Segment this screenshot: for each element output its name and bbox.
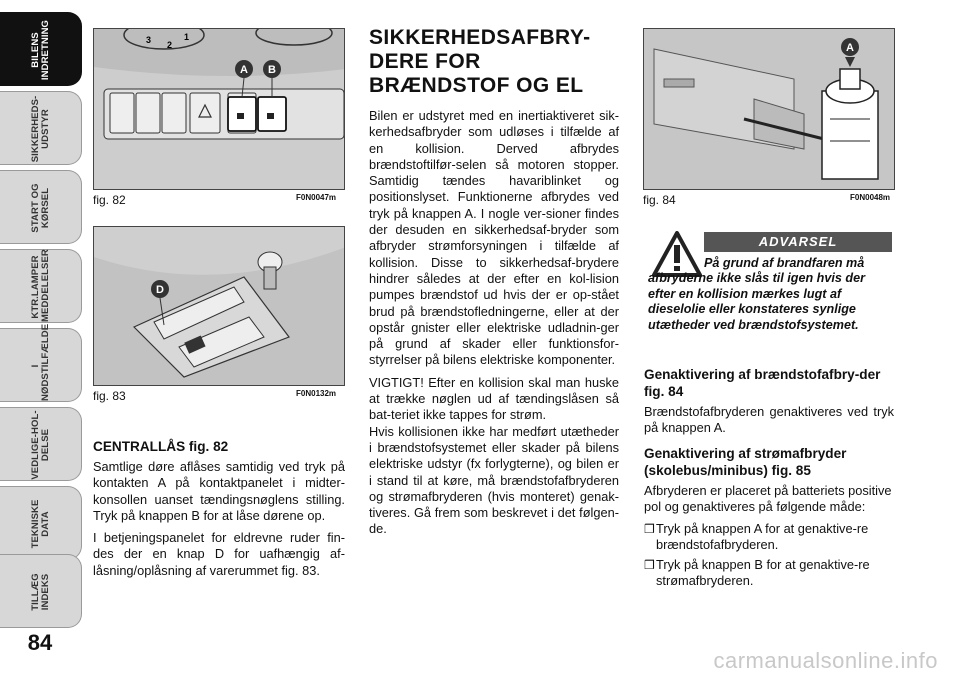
fig-82-code: F0N0047m xyxy=(296,193,337,202)
genakt-fuel-text: Brændstofafbryderen genaktiveres ved tryk på knappen A. xyxy=(644,404,894,436)
fig-82-caption: fig. 82 xyxy=(93,193,126,207)
tab-i-nodstilfaelde[interactable]: I NØDSTILFÆLDE xyxy=(0,328,82,402)
genakt-power-text: Afbryderen er placeret på batteriets positive pol og genaktiveres på følgende måde: xyxy=(644,482,892,514)
page-number: 84 xyxy=(27,630,53,655)
safety-heading: SIKKERHEDSAFBRY-DERE FOR BRÆNDSTOF OG EL xyxy=(369,26,591,97)
callout-a: A xyxy=(240,64,248,76)
fig-83-caption: fig. 83 xyxy=(93,389,126,403)
warning-title: ADVARSEL xyxy=(704,232,892,252)
fig-84-code: F0N0048m xyxy=(850,193,891,202)
tab-sikkerhedsudstyr[interactable]: SIKKERHEDS- UDSTYR xyxy=(0,91,82,165)
list-item: ❒ Tryk på knappen A for at genaktive-re brændstofafbryderen. xyxy=(644,521,869,553)
figure-83 xyxy=(93,226,345,386)
chapter-tabs xyxy=(0,0,82,640)
tab-start-og-korsel[interactable]: START OG KØRSEL xyxy=(0,170,82,244)
centrallaas-heading: CENTRALLÅS fig. 82 xyxy=(93,439,229,454)
safety-section xyxy=(369,26,619,544)
dial-label-3: 3 xyxy=(146,35,152,45)
centrallaas-paragraph-2: I betjeningspanelet for eldrevne ruder fin-des der en knap D for uafhængig af-låsning/oplåsning af varerummet fig. 83. xyxy=(93,530,345,578)
callout-d: D xyxy=(156,284,164,296)
tab-vedligeholdelse[interactable]: VEDLIGE-HOL- DELSE xyxy=(0,407,82,481)
genakt-power-heading: Genaktivering af strømafbryder (skolebus/minibus) fig. 85 xyxy=(644,445,847,478)
dial-label-1: 1 xyxy=(184,32,190,42)
checkbox-bullet-icon: ❒ xyxy=(644,557,655,572)
watermark: carmanualsonline.info xyxy=(713,648,938,673)
tab-tillaeg-indeks[interactable]: TILLÆG INDEKS xyxy=(0,554,82,628)
centrallaas-section xyxy=(93,430,345,585)
figure-82 xyxy=(93,28,345,190)
door-panel-illustration xyxy=(94,227,345,386)
tab-tekniske-data[interactable]: TEKNISKE DATA xyxy=(0,486,82,560)
tab-ktr-lamper[interactable]: KTR.LAMPER MEDDELELSER xyxy=(0,249,82,323)
fig-83-code: F0N0132m xyxy=(296,389,337,398)
fig-84-caption: fig. 84 xyxy=(643,193,676,207)
checkbox-bullet-icon: ❒ xyxy=(644,522,655,537)
centrallaas-paragraph-1: Samtlige døre aflåses samtidig ved tryk på kontakten A på kontaktpanelet i midter-konsollen uanset tændingsnøglens stilling. Tryk på knappen B for at låse dørene op. xyxy=(93,459,345,523)
dial-label-2: 2 xyxy=(167,40,173,50)
callout-b: B xyxy=(268,64,276,76)
fuel-cutoff-switch-illustration xyxy=(644,29,895,190)
safety-paragraph-3: Hvis kollisionen ikke har medført utætheder i brændstofsystemet eller skader på bilens elektriske udstyr (fx forlygterne), og bilen er i stand til at køre, må brændstofafbryderen og strømafbryderen (hvis monteret) genak-tiveres. Gå frem som beskrevet i det følgen-de. xyxy=(369,423,619,537)
tab-bilens-indretning[interactable]: BILENS INDRETNING xyxy=(0,12,82,86)
safety-paragraph-2: VIGTIGT! Efter en kollision skal man huske at trække nøglen ud af tændingslåsen så bat-teriet ikke tappes for strøm. xyxy=(369,374,619,423)
console-switches-illustration xyxy=(94,29,345,190)
list-item: ❒ Tryk på knappen B for at genaktive-re strømafbryderen. xyxy=(644,556,870,589)
callout-a: A xyxy=(846,42,854,54)
safety-paragraph-1: Bilen er udstyret med en inertiaktiveret sik-kerhedsafbryder som udløses i tilfælde af en kollision. Derved afbrydes brændstoftilfør-selen så motoren stopper. Samtidig tændes havariblinket og positionslyset. Funktionerne afbrydes ved tryk på knappen A. I nogle ver-sioner findes der desuden en sikkerhedsaf-bryder som afbryder strømforsyningen i tilfælde af kollision. Disse to sikkerhedsaf-brydere hindrer således at der efter en kol-lision pumpes brændstof ud hvis der er op-stået brud på brændstofledningerne, eller at der opstår gnister eller elektriske udladnin-ger på grund af skader eller funktionsfor-styrrelser på bilens elektriske komponenter. xyxy=(369,108,619,368)
figure-84 xyxy=(643,28,895,190)
genakt-fuel-heading: Genaktivering af brændstofafbry-der fig. 84 xyxy=(644,367,881,399)
warning-box xyxy=(644,225,894,347)
reactivation-section xyxy=(644,358,894,592)
warning-text: På grund af brandfaren må afbryderne ikke slås til igen hvis der efter en kollision mærkes lugt af dieselolie eller konstateres synlige utætheder ved brændstofsystemet. xyxy=(648,256,865,332)
